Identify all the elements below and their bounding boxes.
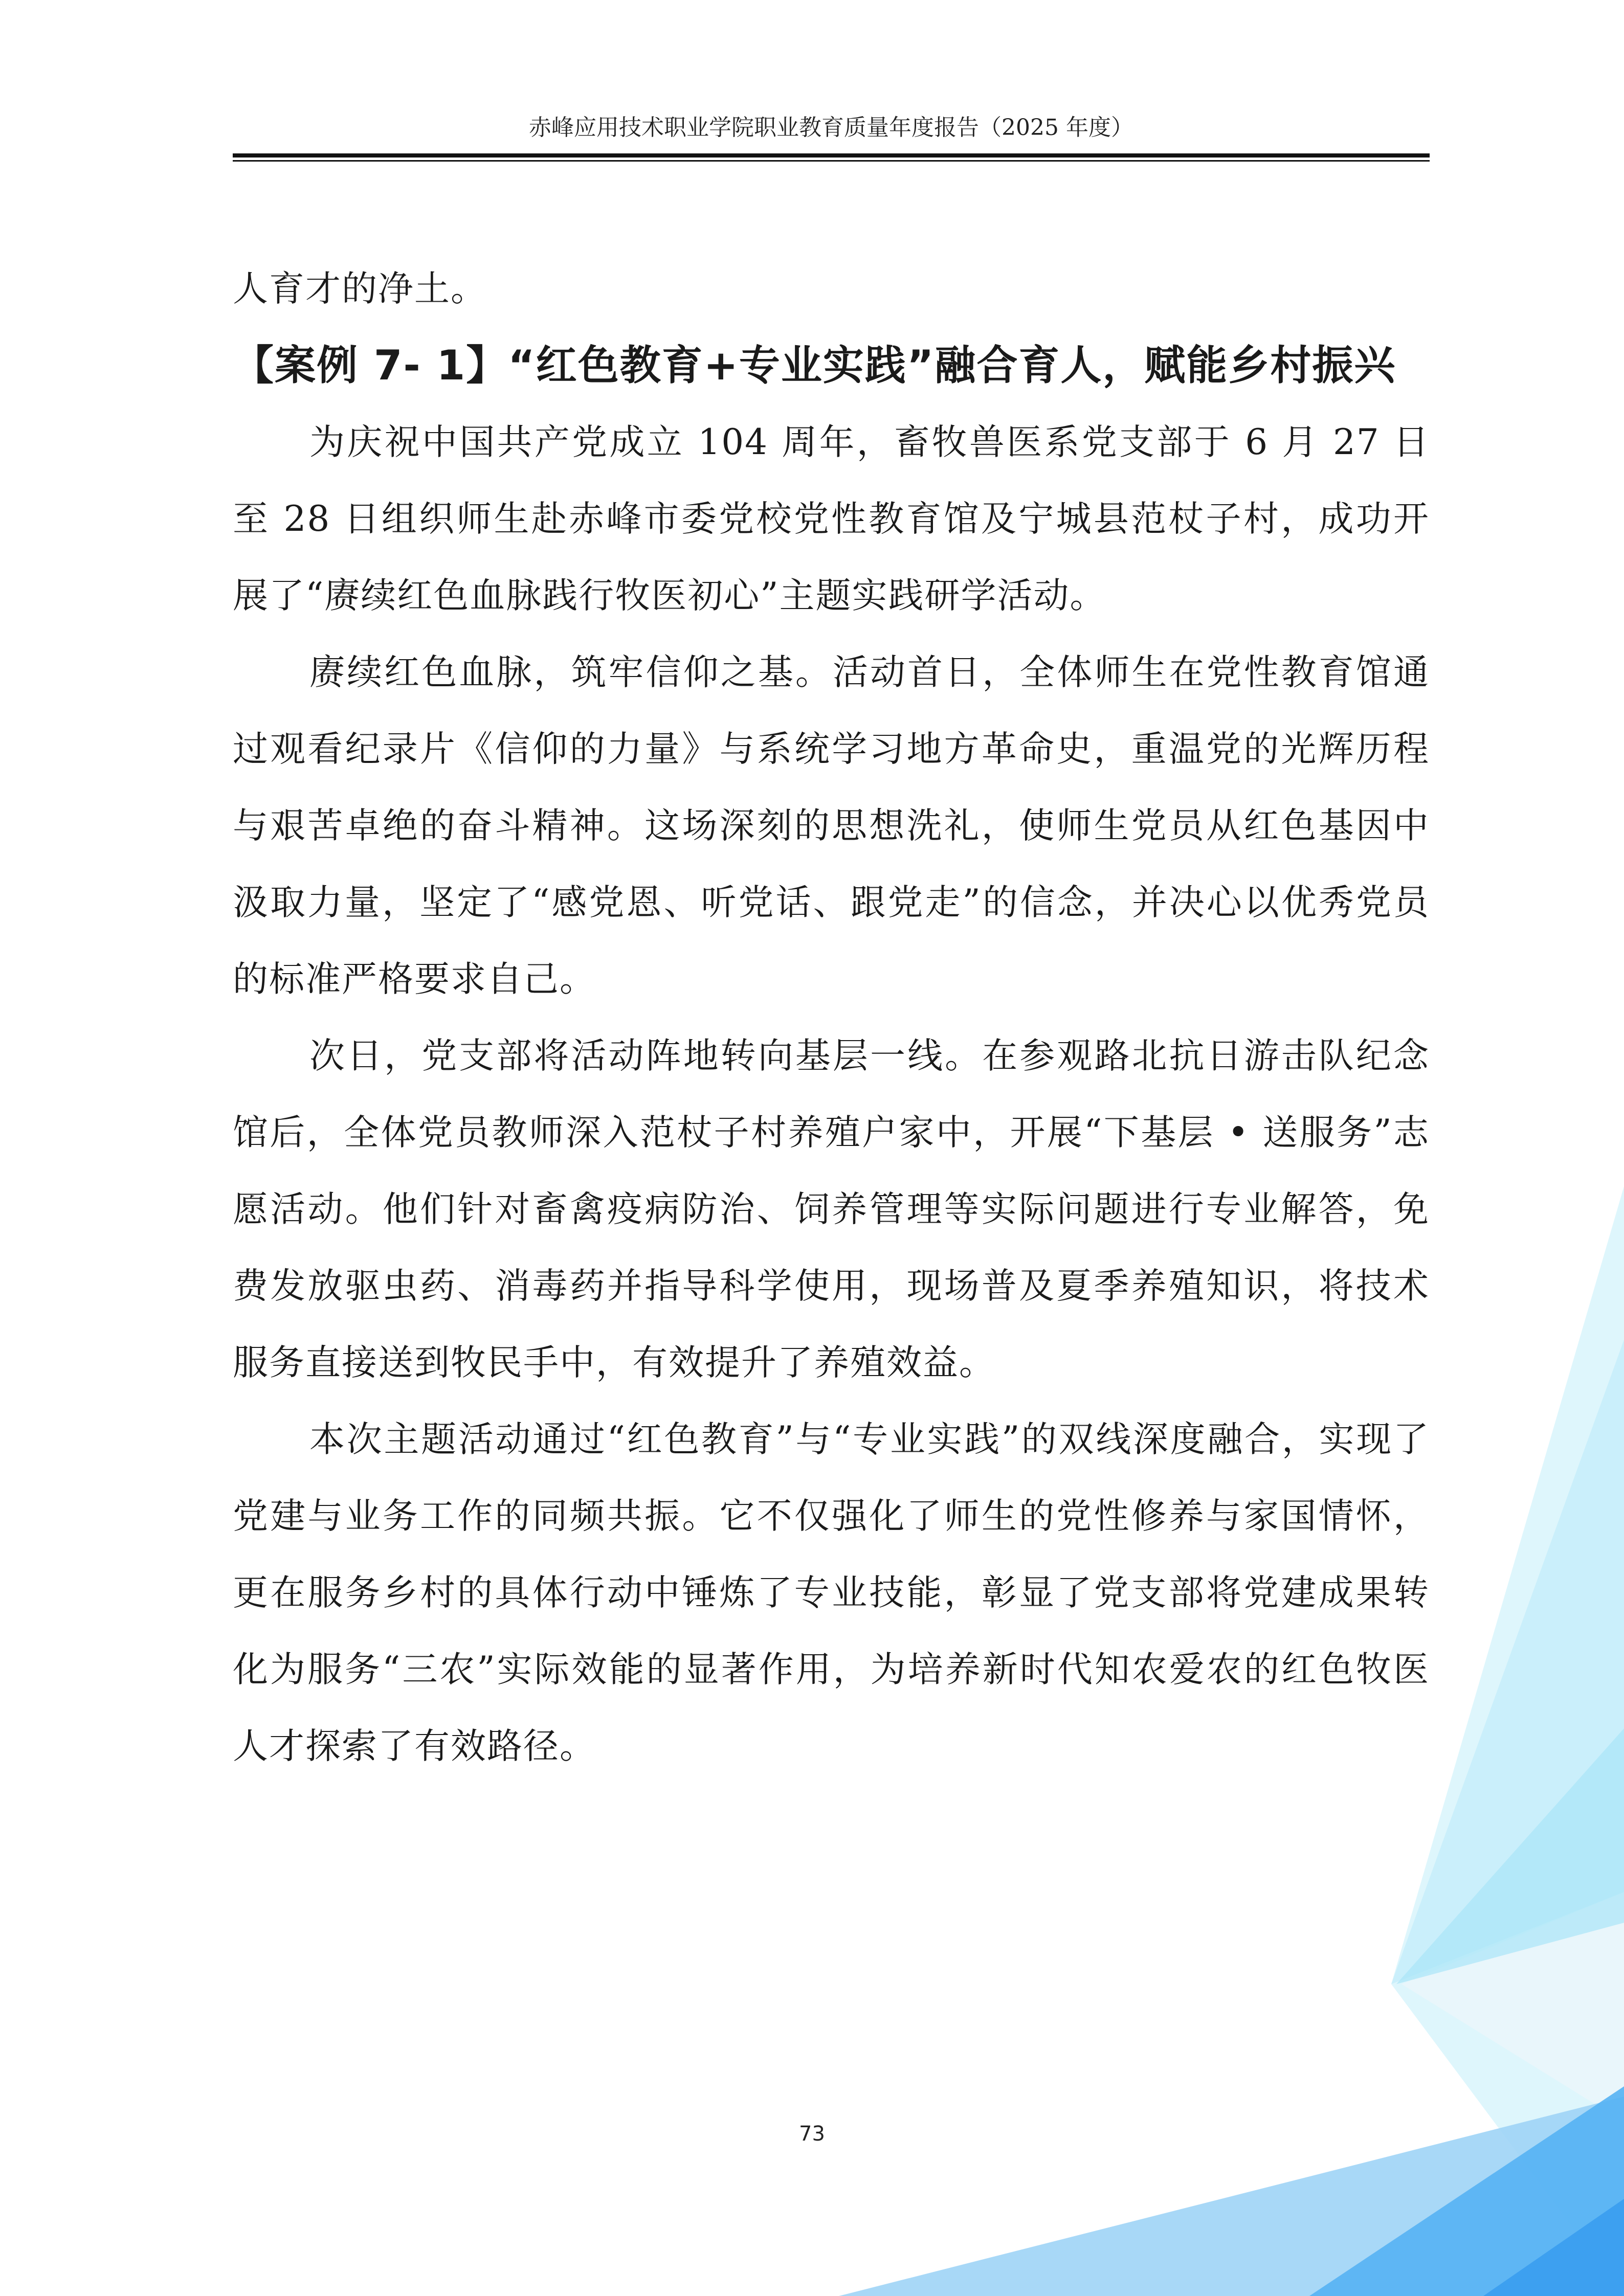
paragraph-2: 赓续红色血脉，筑牢信仰之基。活动首日，全体师生在党性教育馆通过观看纪录片《信仰的力量》与系统学习地方革命史，重温党的光辉历程与艰苦卓绝的奋斗精神。这场深刻的思想洗礼，使师生党员从红色基因中汲取力量，坚定了“感党恩、听党话、跟党走”的信念，并决心以优秀党员的标准严格要求自己。 xyxy=(233,652,1430,1000)
page-header: 赤峰应用技术职业学院职业教育质量年度报告（2025 年度） xyxy=(529,115,1133,141)
document-body xyxy=(233,251,1430,1785)
paragraph-3: 次日，党支部将活动阵地转向基层一线。在参观路北抗日游击队纪念馆后，全体党员教师深入范杖子村养殖户家中，开展“下基层 • 送服务”志愿活动。他们针对畜禽疫病防治、饲养管理等实际问题进行专业解答，免费发放驱虫药、消毒药并指导科学使用，现场普及夏季养殖知识，将技术服务直接送到牧民手中，有效提升了养殖效益。 xyxy=(233,1036,1430,1383)
header-rule-thin xyxy=(233,160,1430,162)
case-title: 【案例 7- 1】“红色教育+专业实践”融合育人，赋能乡村振兴 xyxy=(233,342,1396,389)
header-rule-thick xyxy=(233,153,1430,157)
page-number: 73 xyxy=(799,2122,825,2146)
paragraph-4: 本次主题活动通过“红色教育”与“专业实践”的双线深度融合，实现了党建与业务工作的同频共振。它不仅强化了师生的党性修养与家国情怀，更在服务乡村的具体行动中锤炼了专业技能，彰显了党支部将党建成果转化为服务“三农”实际效能的显著作用，为培养新时代知农爱农的红色牧医人才探索了有效路径。 xyxy=(233,1419,1430,1767)
leading-text: 人育才的净土。 xyxy=(233,268,487,309)
paragraph-1: 为庆祝中国共产党成立 104 周年，畜牧兽医系党支部于 6 月 27 日至 28 日组织师生赴赤峰市委党校党性教育馆及宁城县范杖子村，成功开展了“赓续红色血脉践行牧医初心”主题实践研学活动。 xyxy=(233,422,1430,616)
